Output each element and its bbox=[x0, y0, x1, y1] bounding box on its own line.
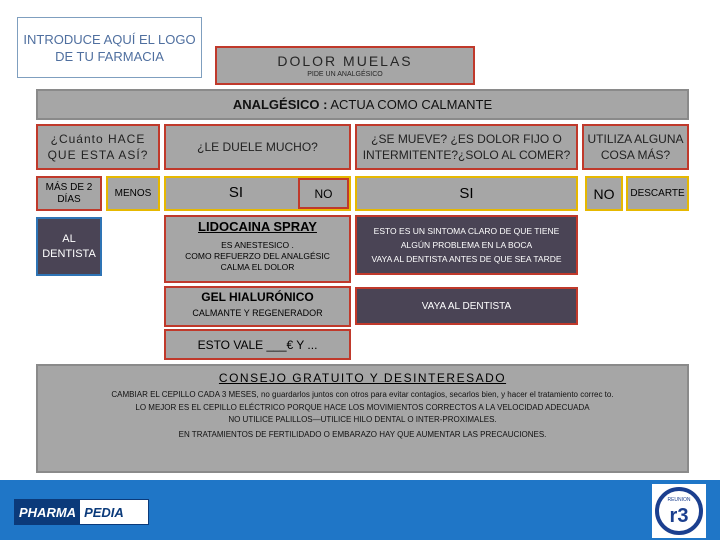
advice-line-4: EN TRATAMIENTOS DE FERTILIDADO O EMBARAZO HAY QUE AUMENTAR LAS PRECAUCIONES. bbox=[178, 429, 547, 439]
question-how-long-text: ¿Cuánto HACE QUE ESTA ASÍ? bbox=[47, 132, 149, 162]
advice-box bbox=[36, 364, 689, 473]
r3-badge-main-text: r3 bbox=[669, 505, 689, 527]
lidocaine-line-2: COMO REFUERZO DEL ANALGÉSIC bbox=[185, 251, 330, 261]
reunion-r3-logo bbox=[652, 484, 706, 538]
go-to-dentist-box bbox=[36, 217, 102, 276]
advice-title: CONSEJO GRATUITO Y DESINTERESADO bbox=[218, 371, 507, 385]
advice-line-2: LO MEJOR ES EL CEPILLO ELÉCTRICO PORQUE HACE LOS MOVIMIENTOS CORRECTOS A LA VELOCIDAD ADECUADA bbox=[135, 402, 590, 412]
question-moves-text: ¿SE MUEVE? ¿ES DOLOR FIJO O INTERMITENTE?¿SOLO AL COMER? bbox=[362, 132, 571, 162]
answer-si-2-text: SI bbox=[459, 185, 474, 202]
symptom-line-2: ALGÚN PROBLEMA EN LA BOCA bbox=[400, 240, 533, 250]
answer-no-1 bbox=[298, 178, 349, 209]
pharmapedia-logo bbox=[14, 499, 149, 525]
analgesic-bar-text: ACTUA COMO CALMANTE bbox=[327, 97, 493, 112]
symptom-line-3: VAYA AL DENTISTA ANTES DE QUE SEA TARDE bbox=[371, 254, 562, 264]
advice-line-3: NO UTILICE PALILLOS—UTILICE HILO DENTAL O INTER-PROXIMALES. bbox=[228, 415, 497, 424]
logo-placeholder-text: INTRODUCE AQUÍ EL LOGO DE TU FARMACIA bbox=[23, 31, 196, 64]
gel-box bbox=[164, 286, 351, 327]
header-title: DOLOR MUELAS bbox=[277, 53, 413, 69]
header-box bbox=[215, 46, 475, 85]
analgesic-bar bbox=[36, 89, 689, 120]
question-uses-something-else bbox=[582, 124, 689, 170]
question-hurts-a-lot-text: ¿LE DUELE MUCHO? bbox=[197, 140, 318, 154]
go-to-dentist-box-2 bbox=[355, 287, 578, 325]
answer-no-2-text: NO bbox=[593, 185, 615, 202]
pharmapedia-logo-part-a: PHARMA bbox=[15, 500, 80, 524]
lidocaine-box bbox=[164, 215, 351, 283]
pharmacy-logo-placeholder bbox=[17, 17, 202, 78]
answer-less-text: MENOS bbox=[114, 188, 152, 199]
answer-discard-text: DESCARTE bbox=[630, 188, 685, 199]
question-hurts-a-lot bbox=[164, 124, 351, 170]
question-how-long bbox=[36, 124, 160, 170]
advice-line-1: CAMBIAR EL CEPILLO CADA 3 MESES, no guardarlos juntos con otros para evitar contagios, secarlos bien, y hacer el tratamiento correc to. bbox=[111, 390, 614, 399]
symptom-warning-box bbox=[355, 215, 578, 275]
answer-si-1: SI bbox=[228, 183, 244, 201]
answer-no-2 bbox=[585, 176, 623, 211]
go-to-dentist-2-text: VAYA AL DENTISTA bbox=[421, 300, 512, 312]
lidocaine-line-1: ES ANESTESICO . bbox=[221, 240, 294, 250]
gel-title: GEL HIALURÓNICO bbox=[201, 290, 314, 304]
answer-more-than-2-days bbox=[36, 176, 102, 211]
gel-subtitle: CALMANTE Y REGENERADOR bbox=[192, 308, 323, 318]
answer-no-1-text: NO bbox=[314, 186, 333, 201]
answer-more-than-2-days-text: MÁS DE 2 DÍAS bbox=[45, 181, 93, 205]
go-to-dentist-text: AL DENTISTA bbox=[42, 232, 96, 260]
r3-badge-icon bbox=[652, 484, 706, 538]
price-text: ESTO VALE ___€ Y ... bbox=[197, 337, 318, 352]
answer-si-2 bbox=[355, 176, 578, 211]
answer-less bbox=[106, 176, 160, 211]
question-uses-something-else-text: UTILIZA ALGUNA COSA MÁS? bbox=[587, 132, 684, 162]
pharmapedia-logo-part-b: PEDIA bbox=[84, 504, 124, 520]
price-box bbox=[164, 329, 351, 360]
lidocaine-title: LIDOCAINA SPRAY bbox=[198, 219, 317, 234]
answer-discard bbox=[626, 176, 689, 211]
lidocaine-line-3: CALMA EL DOLOR bbox=[220, 262, 295, 272]
analgesic-bar-bold: ANALGÉSICO : bbox=[232, 97, 328, 112]
question-moves bbox=[355, 124, 578, 170]
symptom-line-1: ESTO ES UN SINTOMA CLARO DE QUE TIENE bbox=[373, 226, 560, 236]
answer-hurts-group bbox=[164, 176, 351, 211]
header-subtitle: PIDE UN ANALGÉSICO bbox=[307, 71, 383, 78]
r3-badge-top-text: REUNION bbox=[667, 497, 691, 503]
